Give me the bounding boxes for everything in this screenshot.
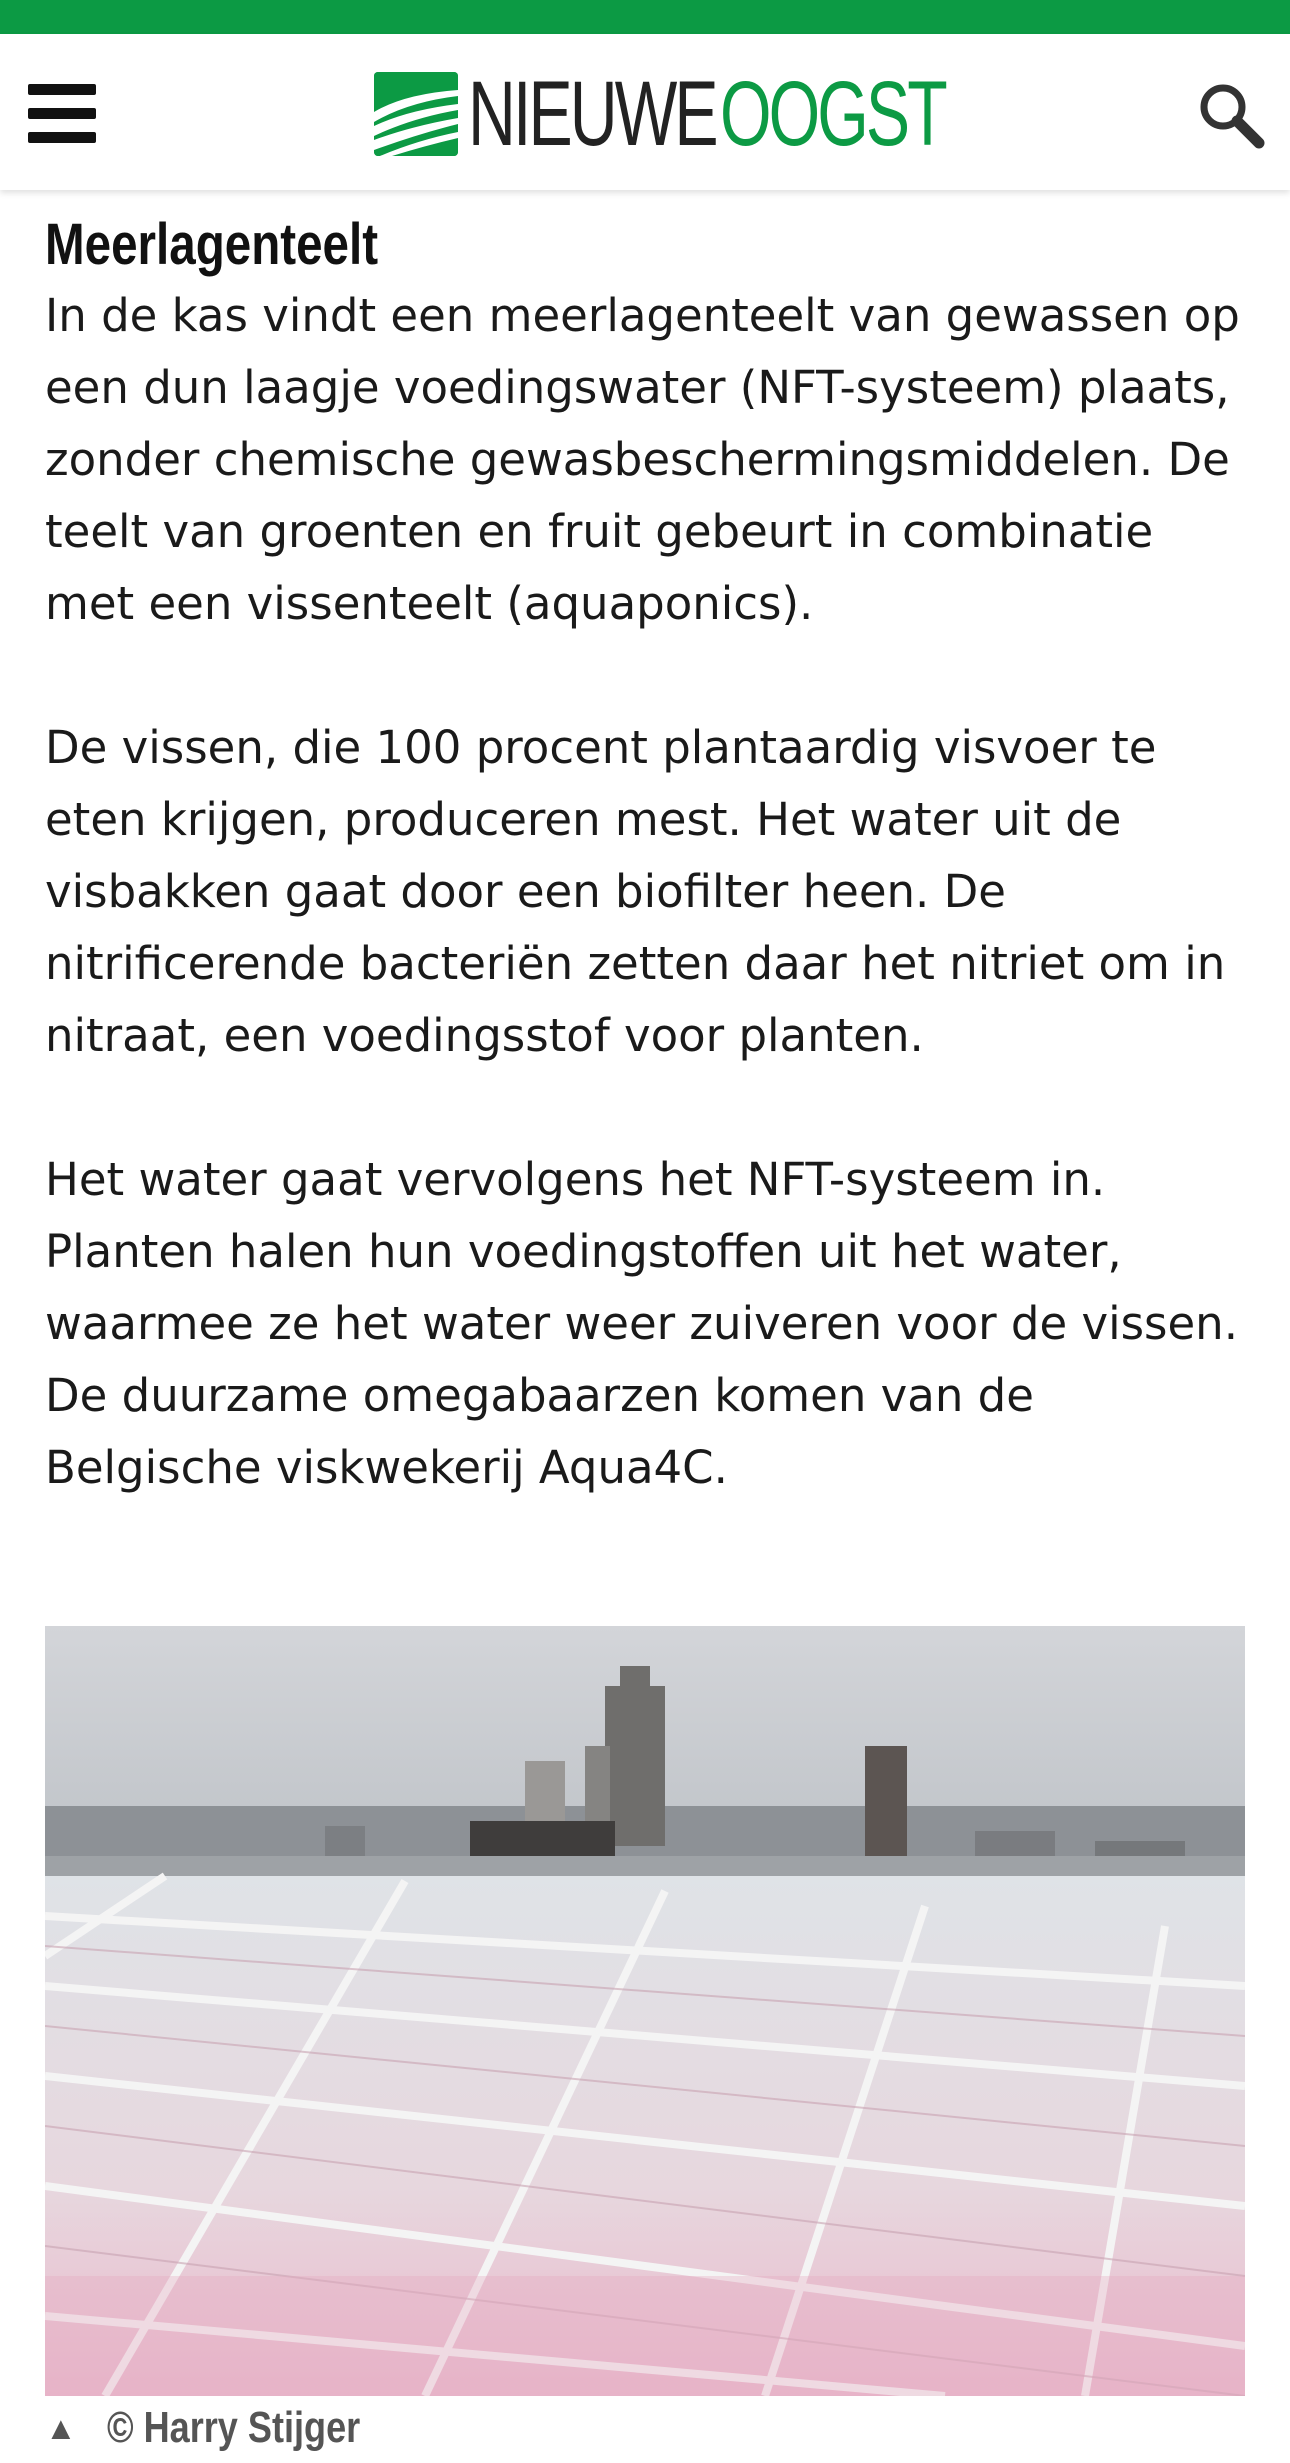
article-paragraph: De vissen, die 100 procent plantaardig visvoer te eten krijgen, produceren mest. Het water uit de visbakken gaat door een biofilter heen. De nitrificerende bacteriën zetten daar het nitriet om in nitraat, een voedingsstof voor planten.	[45, 721, 1226, 1062]
triangle-up-icon[interactable]: ▲	[45, 2409, 77, 2446]
search-icon[interactable]	[1196, 80, 1266, 150]
site-logo[interactable]	[374, 63, 1130, 165]
logo-wordmark	[468, 63, 945, 165]
hamburger-menu-icon[interactable]	[28, 84, 100, 144]
article-paragraph: In de kas vindt een meerlagenteelt van gewassen op een dun laagje voedingswater (NFT-systeem) plaats, zonder chemische gewasbeschermingsmiddelen. De teelt van groenten en fruit gebeurt in combinatie met een vissenteelt (aquaponics).	[45, 289, 1240, 630]
logo-field-icon	[374, 72, 458, 156]
logo-word-oogst: OOGST	[720, 63, 945, 165]
site-header	[0, 34, 1290, 190]
status-bar	[0, 0, 1290, 34]
article-body	[45, 190, 1245, 1504]
section-heading: Meerlagenteelt	[45, 212, 379, 277]
logo-word-nieuwe: NIEUWE	[468, 63, 716, 165]
article-paragraph: Het water gaat vervolgens het NFT-systeem in. Planten halen hun voedingstoffen uit het water, waarmee ze het water weer zuiveren voor de vissen. De duurzame omegabaarzen komen van de Belgische viskwekerij Aqua4C.	[45, 1153, 1239, 1494]
photo-credit: © Harry Stijger	[106, 2403, 360, 2452]
article-photo[interactable]	[45, 1626, 1245, 2396]
photo-caption	[45, 2398, 415, 2458]
